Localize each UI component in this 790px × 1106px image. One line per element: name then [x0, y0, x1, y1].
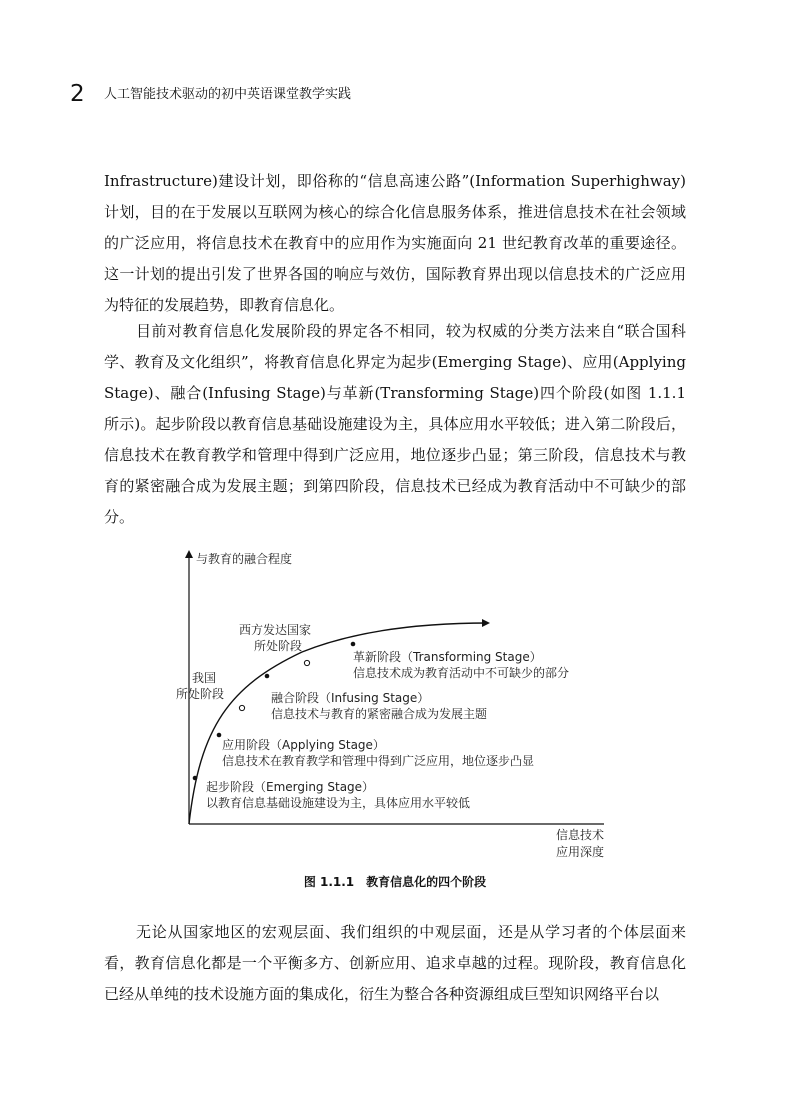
x-axis-label: 信息技术 — [556, 828, 605, 842]
figure-caption: 图 1.1.1 教育信息化的四个阶段 — [303, 875, 487, 889]
stage-point-applying — [217, 733, 222, 738]
west-position-marker — [304, 660, 309, 665]
stage-point-emerging — [193, 776, 198, 781]
stage-point-infusing — [265, 674, 270, 679]
body-paragraph: Infrastructure)建设计划，即俗称的“信息高速公路”(Information Superhighway)计划，目的在于发展以互联网为核心的综合化信息服务体系，推进信息技术在社会领域的广泛应用，将信息技术在教育中的应用作为实施面向 21 世纪教育改革的重要途径。这一计划的提出引发了世界各国的响应与效仿，国际教育界出现以信息技术的广泛应用为特征的发展趋势，即教育信息化。 — [104, 172, 686, 314]
stage-description: 信息技术在教育教学和管理中得到广泛应用，地位逐步凸显 — [222, 754, 535, 768]
stage-title: 融合阶段（Infusing Stage） — [271, 691, 430, 705]
page-number: 2 — [70, 81, 85, 107]
stage-title: 起步阶段（Emerging Stage） — [206, 780, 375, 794]
stage-title: 应用阶段（Applying Stage） — [222, 738, 385, 752]
body-paragraph: 目前对教育信息化发展阶段的界定各不相同，较为权威的分类方法来自“联合国科学、教育及文化组织”，将教育信息化界定为起步(Emerging Stage)、应用(Applying Stage)、融合(Infusing Stage)与革新(Transforming Stage)四个阶段(如图 1.1.1 所示)。起步阶段以教育信息基础设施建设为主，具体应用水平较低；进入第二阶段后，信息技术在教育教学和管理中得到广泛应用，地位逐步凸显；第三阶段，信息技术与教育的紧密融合成为发展主题；到第四阶段，信息技术已经成为教育活动中不可缺少的部分。 — [104, 322, 686, 526]
stage-description: 信息技术与教育的紧密融合成为发展主题 — [271, 707, 488, 721]
body-paragraph: 无论从国家地区的宏观层面、我们组织的中观层面，还是从学习者的个体层面来看，教育信息化都是一个平衡多方、创新应用、追求卓越的过程。现阶段，教育信息化已经从单纯的技术设施方面的集成化，衍生为整合各种资源组成巨型知识网络平台以 — [104, 923, 686, 1003]
china-position-marker — [239, 705, 244, 710]
stage-point-transforming — [351, 642, 356, 647]
running-title: 人工智能技术驱动的初中英语课堂教学实践 — [104, 87, 352, 102]
stage-description: 信息技术成为教育活动中不可缺少的部分 — [353, 666, 570, 680]
x-axis-label: 应用深度 — [556, 845, 605, 859]
china-stage-label: 所处阶段 — [176, 687, 225, 701]
china-stage-label: 我国 — [192, 671, 217, 685]
stage-title: 革新阶段（Transforming Stage） — [353, 650, 542, 664]
stage-diagram — [172, 546, 632, 866]
y-axis-label: 与教育的融合程度 — [196, 552, 293, 566]
west-stage-label: 所处阶段 — [254, 639, 303, 653]
stage-description: 以教育信息基础设施建设为主，具体应用水平较低 — [206, 796, 471, 810]
west-stage-label: 西方发达国家 — [239, 623, 312, 637]
